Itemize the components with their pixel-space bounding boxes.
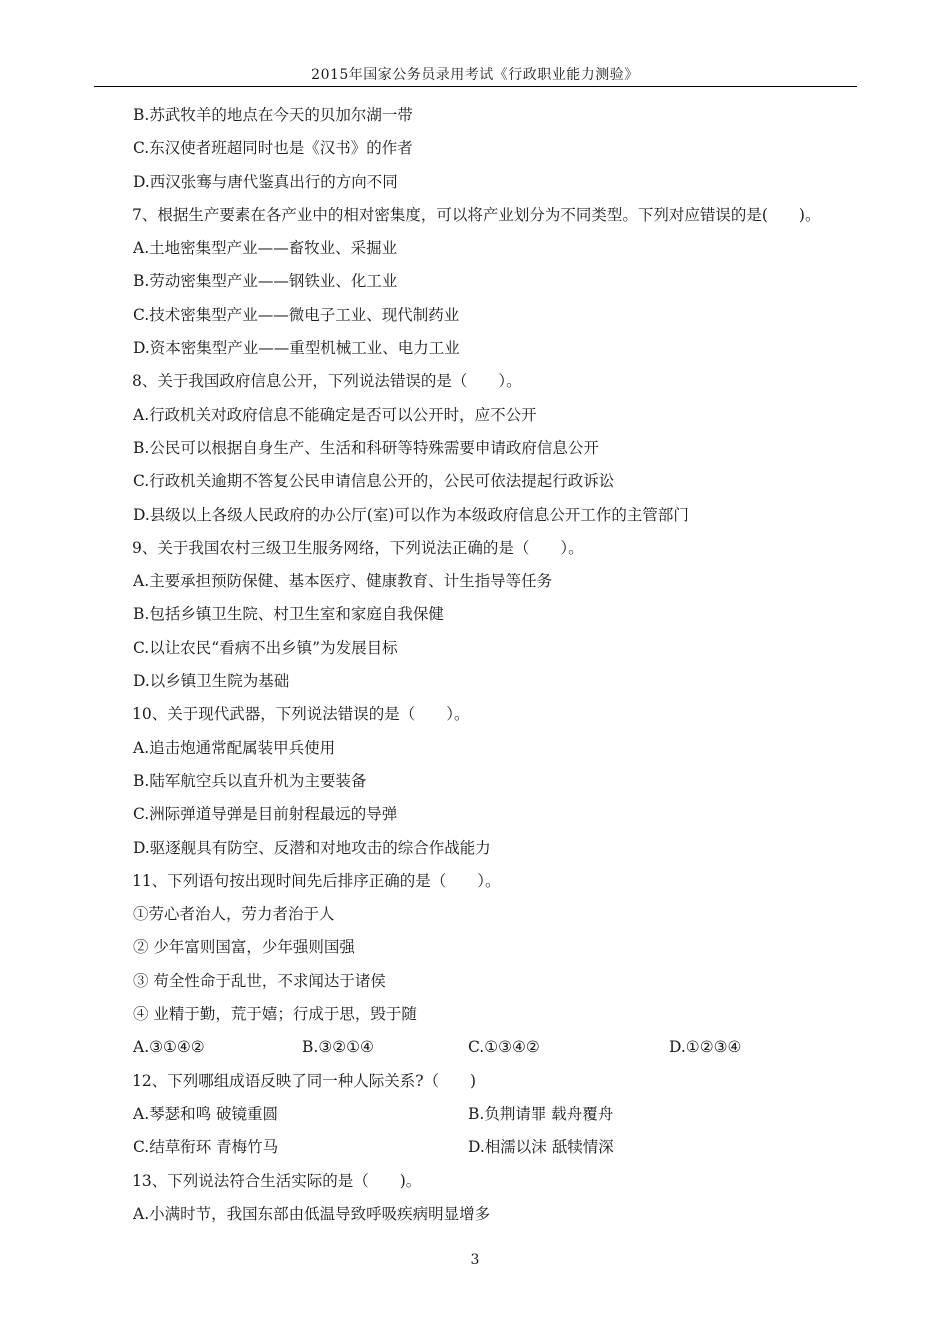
statement-line: ④ 业精于勤，荒于嬉；行成于思，毁于随: [133, 1005, 417, 1024]
page-number: 3: [470, 1252, 480, 1268]
document-body: [133, 99, 863, 1231]
options-row: [133, 1098, 863, 1131]
statement-line: ② 少年富则国富，少年强则国强: [133, 938, 355, 957]
option-d: D.相濡以沫 舐犊情深: [468, 1138, 614, 1157]
question-13: 13、下列说法符合生活实际的是（ )。: [132, 1171, 422, 1190]
option-a: A.琴瑟和鸣 破镜重圆: [133, 1104, 279, 1123]
option-line: C.以让农民“看病不出乡镇”为发展目标: [133, 638, 398, 657]
option-line: A.主要承担预防保健、基本医疗、健康教育、计生指导等任务: [133, 572, 553, 591]
option-b: B.负荆请罪 载舟覆舟: [468, 1104, 614, 1123]
question-12: 12、下列哪组成语反映了同一种人际关系?（ ): [132, 1071, 477, 1090]
option-line: A.追击炮通常配属装甲兵使用: [133, 738, 336, 757]
question-7: 7、根据生产要素在各产业中的相对密集度，可以将产业划分为不同类型。下列对应错误的是( )。: [132, 205, 821, 224]
option-line: D.西汉张骞与唐代鉴真出行的方向不同: [133, 172, 398, 191]
option-line: B.苏武牧羊的地点在今天的贝加尔湖一带: [133, 106, 413, 124]
option-line: B.包括乡镇卫生院、村卫生室和家庭自我保健: [133, 605, 444, 624]
header-divider: [94, 86, 857, 87]
option-line: D.县级以上各级人民政府的办公厅(室)可以作为本级政府信息公开工作的主管部门: [133, 505, 689, 524]
question-11: 11、下列语句按出现时间先后排序正确的是（ ）。: [132, 871, 501, 890]
option-c: C.结草衔环 青梅竹马: [133, 1138, 279, 1157]
option-line: C.行政机关逾期不答复公民申请信息公开的，公民可依法提起行政诉讼: [133, 472, 615, 491]
option-line: B.陆军航空兵以直升机为主要装备: [133, 771, 367, 790]
option-line: A.行政机关对政府信息不能确定是否可以公开时，应不公开: [133, 405, 537, 424]
question-10: 10、关于现代武器，下列说法错误的是（ ）。: [132, 705, 470, 724]
option-line: D.资本密集型产业——重型机械工业、电力工业: [133, 339, 460, 358]
statement-line: ①劳心者治人，劳力者治于人: [133, 905, 335, 924]
option-line: B.公民可以根据自身生产、生活和科研等特殊需要申请政府信息公开: [133, 438, 599, 457]
option-line: C.洲际弹道导弹是目前射程最远的导弹: [133, 805, 398, 824]
option-a: A.③①④②: [133, 1038, 205, 1057]
question-8: 8、关于我国政府信息公开，下列说法错误的是（ ）。: [132, 372, 522, 391]
option-line: C.东汉使者班超同时也是《汉书》的作者: [133, 139, 413, 158]
option-b: B.③②①④: [302, 1038, 374, 1057]
option-line: A.小满时节，我国东部由低温导致呼吸疾病明显增多: [133, 1204, 491, 1223]
option-line: C.技术密集型产业——微电子工业、现代制药业: [133, 305, 460, 324]
page-header-title: 2015年国家公务员录用考试《行政职业能力测验》: [311, 67, 639, 83]
option-line: D.以乡镇卫生院为基础: [133, 672, 290, 691]
option-line: B.劳动密集型产业——钢铁业、化工业: [133, 272, 398, 291]
option-line: A.土地密集型产业——畜牧业、采掘业: [133, 239, 398, 258]
option-line: D.驱逐舰具有防空、反潜和对地攻击的综合作战能力: [133, 838, 491, 857]
options-row: [133, 1031, 863, 1064]
options-row: [133, 1131, 863, 1164]
option-c: C.①③④②: [468, 1038, 540, 1057]
question-9: 9、关于我国农村三级卫生服务网络，下列说法正确的是（ ）。: [132, 538, 584, 557]
statement-line: ③ 苟全性命于乱世，不求闻达于诸侯: [133, 971, 386, 990]
option-d: D.①②③④: [669, 1038, 742, 1057]
